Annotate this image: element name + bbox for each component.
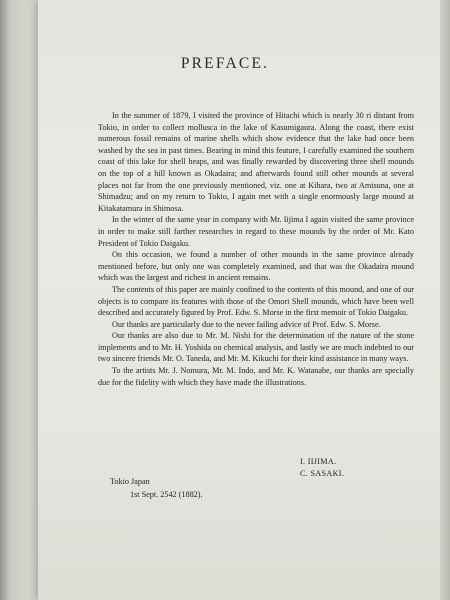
date-line: 1st Sept. 2542 (1882). <box>130 489 203 499</box>
paragraph-4: The contents of this paper are mainly confined to the contents of this mound, and one of our objects is to compare its features with those of the Omori Shell mounds, which have been well described and accurately figured by Prof. Edw. S. Morse in the first memoir of Tokio Daigaku. <box>98 284 414 318</box>
preface-body <box>98 110 414 388</box>
signature-block <box>300 456 410 479</box>
signature-iijima: I. IIJIMA. <box>300 457 337 466</box>
paragraph-1: In the summer of 1879, I visited the province of Hitachi which is nearly 30 ri distant from Tokio, in order to collect mollusca in the lake of Kasumigaura. Along the coast, there exist numerous fossil remains of marine shells which show evidence that the lake had once been washed by the sea in past times. Bearing in mind this feature, I carefully examined the southern coast of this lake for shell heaps, and was finally rewarded by discovering three shell mounds on the top of a hill known as Okadaira; and afterwards found still other mounds at several places not far from the one previously mentioned, viz. one at Kihara, two at Amisuna, one at Shimadzu; and on my return to Tokio, I again met with a single enormously large mound at Kitakatamura in Shimosa. <box>98 111 414 213</box>
paragraph-3: On this occasion, we found a number of other mounds in the same province already mentioned before, but only one was completely examined, and that was the Okadaira mound which was the largest and richest in ancient remains. <box>98 250 414 283</box>
place-line: Tokio Japan <box>110 477 150 486</box>
paragraph-6: Our thanks are also due to Mr. M. Nishi for the determination of the nature of the stone implements and to Mr. H. Yoshida on chemical analysis, and lastly we are much indebted to our two sincere friends Mr. O. Taneda, and Mr. M. Kikuchi for their kind assistance in many ways. <box>98 331 414 364</box>
page-title: PREFACE. <box>180 55 270 72</box>
signature-sasaki: C. SASAKI. <box>300 468 345 478</box>
page-edge <box>440 0 450 600</box>
paragraph-7: To the artists Mr. J. Nomura, Mr. M. Indo, and Mr. K. Watanabe, our thanks are specially due for the fidelity with which they have made the illustrations. <box>98 366 414 387</box>
paragraph-5: Our thanks are particularly due to the never failing advice of Prof. Edw. S. Morse. <box>112 319 381 329</box>
dateline <box>110 476 310 501</box>
paragraph-2: In the winter of the same year in company with Mr. Iijima I again visited the same province in order to make still farther researches in regard to these mounds by the order of Mr. Kato President of Tokio Daigaku. <box>98 215 414 248</box>
